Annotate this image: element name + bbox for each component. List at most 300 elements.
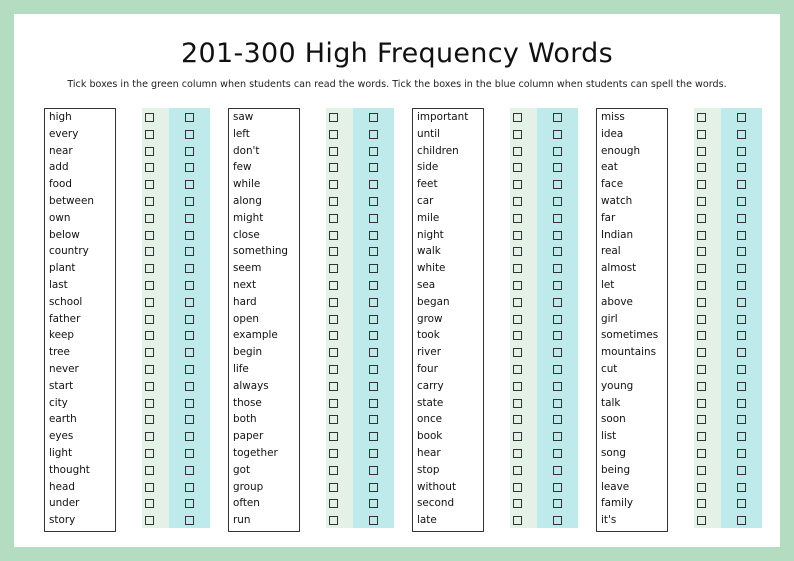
word-label: high <box>49 111 72 123</box>
word-label: talk <box>601 396 621 409</box>
word-label: between <box>49 195 94 207</box>
word-label: river <box>417 346 441 359</box>
word-label: story <box>49 514 76 527</box>
read-checkbox[interactable] <box>145 180 154 189</box>
word-label: four <box>417 363 438 375</box>
word-label: don't <box>233 144 260 157</box>
word-label: close <box>233 228 260 241</box>
read-checkbox[interactable] <box>145 483 154 492</box>
word-label: run <box>233 514 251 527</box>
spell-checkbox[interactable] <box>553 113 562 122</box>
word-label: paper <box>233 430 264 443</box>
word-label: food <box>49 178 72 191</box>
read-checkbox[interactable] <box>145 163 154 172</box>
word-label: might <box>233 211 264 224</box>
word-label: keep <box>49 329 75 342</box>
spell-checkbox[interactable] <box>553 130 562 139</box>
read-checkbox[interactable] <box>697 483 706 492</box>
read-checkbox[interactable] <box>329 231 338 240</box>
spell-checkbox[interactable] <box>737 130 746 139</box>
spell-checkbox[interactable] <box>553 449 562 458</box>
word-label: sea <box>417 279 436 291</box>
spell-checkbox[interactable] <box>369 516 378 525</box>
word-label: always <box>233 379 269 392</box>
spell-checkbox[interactable] <box>737 231 746 240</box>
read-checkbox[interactable] <box>329 281 338 290</box>
word-label: both <box>233 413 257 426</box>
read-checkbox[interactable] <box>329 382 338 391</box>
word-label: young <box>601 379 634 392</box>
spell-checkbox[interactable] <box>553 382 562 391</box>
spell-checkbox[interactable] <box>185 483 194 492</box>
read-checkbox[interactable] <box>513 281 522 290</box>
word-label: along <box>233 195 262 207</box>
spell-checkbox[interactable] <box>737 483 746 492</box>
word-label: began <box>417 295 450 308</box>
read-checkbox[interactable] <box>697 382 706 391</box>
read-checkbox[interactable] <box>697 163 706 172</box>
spell-checkbox[interactable] <box>553 483 562 492</box>
spell-checkbox[interactable] <box>369 281 378 290</box>
read-checkbox[interactable] <box>513 298 522 307</box>
read-checkbox[interactable] <box>697 231 706 240</box>
word-label: life <box>233 363 249 375</box>
word-label: miss <box>601 111 625 123</box>
word-label: hard <box>233 295 257 308</box>
spell-checkbox[interactable] <box>737 147 746 156</box>
word-label: never <box>49 363 79 375</box>
read-checkbox[interactable] <box>329 180 338 189</box>
spell-checkbox[interactable] <box>185 415 194 424</box>
word-label: next <box>233 279 257 291</box>
word-label: example <box>233 329 278 342</box>
read-checkbox[interactable] <box>513 130 522 139</box>
word-label: late <box>417 514 437 527</box>
word-label: soon <box>601 413 626 426</box>
read-checkbox[interactable] <box>329 483 338 492</box>
spell-checkbox[interactable] <box>737 432 746 441</box>
read-checkbox[interactable] <box>145 365 154 374</box>
word-label: below <box>49 228 80 241</box>
read-checkbox[interactable] <box>697 113 706 122</box>
read-checkbox[interactable] <box>329 449 338 458</box>
read-checkbox[interactable] <box>697 315 706 324</box>
word-label: night <box>417 228 444 241</box>
read-checkbox[interactable] <box>513 432 522 441</box>
spell-checkbox[interactable] <box>185 449 194 458</box>
spell-checkbox[interactable] <box>737 365 746 374</box>
read-checkbox[interactable] <box>145 415 154 424</box>
spell-checkbox[interactable] <box>553 281 562 290</box>
word-label: once <box>417 413 443 426</box>
spell-checkbox[interactable] <box>369 163 378 172</box>
spell-checkbox[interactable] <box>553 365 562 374</box>
spell-checkbox[interactable] <box>185 281 194 290</box>
spell-checkbox[interactable] <box>369 180 378 189</box>
word-label: it's <box>601 514 617 527</box>
spell-checkbox[interactable] <box>185 214 194 223</box>
spell-checkbox[interactable] <box>737 180 746 189</box>
word-label: head <box>49 480 75 493</box>
read-checkbox[interactable] <box>513 247 522 256</box>
read-checkbox[interactable] <box>697 449 706 458</box>
spell-checkbox[interactable] <box>737 466 746 475</box>
spell-checkbox[interactable] <box>553 180 562 189</box>
read-checkbox[interactable] <box>513 315 522 324</box>
word-label: watch <box>601 195 633 207</box>
spell-checkbox[interactable] <box>553 415 562 424</box>
read-checkbox[interactable] <box>329 499 338 508</box>
read-checkbox[interactable] <box>697 264 706 273</box>
word-label: hear <box>417 447 441 459</box>
read-checkbox[interactable] <box>329 197 338 206</box>
word-label: almost <box>601 262 637 275</box>
read-checkbox[interactable] <box>145 399 154 408</box>
spell-checkbox[interactable] <box>553 197 562 206</box>
word-label: add <box>49 161 69 174</box>
spell-checkbox[interactable] <box>369 499 378 508</box>
word-label: took <box>417 329 440 342</box>
spell-checkbox[interactable] <box>737 247 746 256</box>
read-checkbox[interactable] <box>329 348 338 357</box>
spell-checkbox[interactable] <box>185 331 194 340</box>
spell-checkbox[interactable] <box>553 499 562 508</box>
spell-checkbox[interactable] <box>369 365 378 374</box>
word-label: school <box>49 295 83 308</box>
word-label: country <box>49 245 89 258</box>
word-label: under <box>49 497 80 510</box>
word-label: above <box>601 295 633 308</box>
read-checkbox[interactable] <box>513 348 522 357</box>
spell-checkbox[interactable] <box>185 180 194 189</box>
spell-checkbox[interactable] <box>737 399 746 408</box>
read-checkbox[interactable] <box>329 331 338 340</box>
read-checkbox[interactable] <box>145 348 154 357</box>
read-checkbox[interactable] <box>145 516 154 525</box>
word-label: walk <box>417 245 441 258</box>
spell-checkbox[interactable] <box>185 113 194 122</box>
page-title: 201-300 High Frequency Words <box>181 38 613 69</box>
word-label: eat <box>601 161 618 174</box>
word-label: own <box>49 211 71 224</box>
read-checkbox[interactable] <box>697 399 706 408</box>
word-label: stop <box>417 463 440 476</box>
word-label: Indian <box>601 228 634 241</box>
spell-checkbox[interactable] <box>737 415 746 424</box>
spell-checkbox[interactable] <box>737 281 746 290</box>
spell-checkbox[interactable] <box>369 415 378 424</box>
read-checkbox[interactable] <box>697 432 706 441</box>
spell-checkbox[interactable] <box>737 197 746 206</box>
spell-checkbox[interactable] <box>369 231 378 240</box>
read-checkbox[interactable] <box>329 247 338 256</box>
spell-checkbox[interactable] <box>185 247 194 256</box>
read-checkbox[interactable] <box>513 483 522 492</box>
read-checkbox[interactable] <box>513 113 522 122</box>
spell-checkbox[interactable] <box>369 483 378 492</box>
spell-checkbox[interactable] <box>737 298 746 307</box>
read-checkbox[interactable] <box>145 247 154 256</box>
read-checkbox[interactable] <box>513 264 522 273</box>
spell-checkbox[interactable] <box>737 214 746 223</box>
read-checkbox[interactable] <box>145 130 154 139</box>
read-checkbox[interactable] <box>329 466 338 475</box>
read-checkbox[interactable] <box>697 466 706 475</box>
word-label: idea <box>601 127 624 140</box>
spell-checkbox[interactable] <box>185 365 194 374</box>
word-label: group <box>233 480 264 493</box>
read-checkbox[interactable] <box>329 298 338 307</box>
word-label: those <box>233 396 262 409</box>
spell-checkbox[interactable] <box>369 298 378 307</box>
word-label: carry <box>417 379 444 392</box>
word-label: near <box>49 144 73 157</box>
read-checkbox[interactable] <box>697 415 706 424</box>
spell-checkbox[interactable] <box>553 247 562 256</box>
word-label: list <box>601 430 617 443</box>
read-checkbox[interactable] <box>145 214 154 223</box>
spell-checkbox[interactable] <box>185 147 194 156</box>
read-checkbox[interactable] <box>697 365 706 374</box>
spell-checkbox[interactable] <box>185 197 194 206</box>
word-label: cut <box>601 363 618 375</box>
read-checkbox[interactable] <box>513 449 522 458</box>
word-label: feet <box>417 178 438 191</box>
read-checkbox[interactable] <box>329 113 338 122</box>
spell-checkbox[interactable] <box>553 331 562 340</box>
spell-checkbox[interactable] <box>369 399 378 408</box>
spell-checkbox[interactable] <box>369 432 378 441</box>
read-checkbox[interactable] <box>329 365 338 374</box>
spell-checkbox[interactable] <box>369 264 378 273</box>
spell-checkbox[interactable] <box>553 399 562 408</box>
spell-checkbox[interactable] <box>185 298 194 307</box>
read-checkbox[interactable] <box>145 466 154 475</box>
read-checkbox[interactable] <box>513 516 522 525</box>
read-checkbox[interactable] <box>697 147 706 156</box>
word-label: car <box>417 195 434 207</box>
read-checkbox[interactable] <box>697 214 706 223</box>
spell-checkbox[interactable] <box>369 147 378 156</box>
word-label: important <box>417 111 469 123</box>
read-checkbox[interactable] <box>329 214 338 223</box>
read-checkbox[interactable] <box>329 432 338 441</box>
read-checkbox[interactable] <box>513 399 522 408</box>
word-label: children <box>417 144 459 157</box>
word-label: enough <box>601 144 641 157</box>
read-checkbox[interactable] <box>513 331 522 340</box>
word-label: let <box>601 279 615 291</box>
read-checkbox[interactable] <box>513 163 522 172</box>
read-checkbox[interactable] <box>329 147 338 156</box>
read-checkbox[interactable] <box>329 264 338 273</box>
read-checkbox[interactable] <box>329 399 338 408</box>
read-checkbox[interactable] <box>145 147 154 156</box>
word-label: something <box>233 245 289 258</box>
word-label: begin <box>233 346 263 359</box>
word-label: father <box>49 312 81 325</box>
spell-checkbox[interactable] <box>185 130 194 139</box>
read-checkbox[interactable] <box>145 331 154 340</box>
word-label: light <box>49 447 73 459</box>
spell-checkbox[interactable] <box>553 147 562 156</box>
spell-checkbox[interactable] <box>369 197 378 206</box>
spell-checkbox[interactable] <box>185 499 194 508</box>
word-label: often <box>233 497 260 510</box>
spell-checkbox[interactable] <box>737 264 746 273</box>
read-checkbox[interactable] <box>329 163 338 172</box>
word-label: book <box>417 430 443 443</box>
read-checkbox[interactable] <box>329 130 338 139</box>
read-checkbox[interactable] <box>513 382 522 391</box>
word-label: eyes <box>49 430 74 443</box>
read-checkbox[interactable] <box>145 432 154 441</box>
spell-checkbox[interactable] <box>737 449 746 458</box>
read-checkbox[interactable] <box>145 382 154 391</box>
read-checkbox[interactable] <box>697 499 706 508</box>
spell-checkbox[interactable] <box>185 264 194 273</box>
word-label: plant <box>49 262 76 275</box>
word-label: state <box>417 396 444 409</box>
word-label: seem <box>233 262 262 275</box>
spell-checkbox[interactable] <box>369 449 378 458</box>
read-checkbox[interactable] <box>697 281 706 290</box>
word-label: last <box>49 279 68 291</box>
word-label: got <box>233 463 251 476</box>
read-checkbox[interactable] <box>329 415 338 424</box>
word-label: every <box>49 127 79 140</box>
spell-checkbox[interactable] <box>369 247 378 256</box>
read-checkbox[interactable] <box>513 147 522 156</box>
spell-checkbox[interactable] <box>553 264 562 273</box>
word-label: song <box>601 447 626 459</box>
read-checkbox[interactable] <box>697 331 706 340</box>
read-checkbox[interactable] <box>697 298 706 307</box>
word-label: mile <box>417 211 440 224</box>
spell-checkbox[interactable] <box>553 214 562 223</box>
word-label: sometimes <box>601 329 659 342</box>
spell-checkbox[interactable] <box>369 382 378 391</box>
read-checkbox[interactable] <box>145 231 154 240</box>
spell-checkbox[interactable] <box>369 331 378 340</box>
read-checkbox[interactable] <box>697 516 706 525</box>
read-checkbox[interactable] <box>513 197 522 206</box>
word-label: tree <box>49 346 70 359</box>
read-checkbox[interactable] <box>697 197 706 206</box>
spell-checkbox[interactable] <box>185 516 194 525</box>
read-checkbox[interactable] <box>145 449 154 458</box>
read-checkbox[interactable] <box>513 231 522 240</box>
spell-checkbox[interactable] <box>185 432 194 441</box>
spell-checkbox[interactable] <box>553 315 562 324</box>
spell-checkbox[interactable] <box>185 399 194 408</box>
read-checkbox[interactable] <box>145 264 154 273</box>
spell-checkbox[interactable] <box>737 499 746 508</box>
spell-checkbox[interactable] <box>185 382 194 391</box>
word-label: until <box>417 127 441 140</box>
spell-checkbox[interactable] <box>553 298 562 307</box>
spell-checkbox[interactable] <box>553 466 562 475</box>
word-label: start <box>49 379 74 392</box>
read-checkbox[interactable] <box>697 130 706 139</box>
spell-checkbox[interactable] <box>369 113 378 122</box>
word-label: white <box>417 262 446 275</box>
read-checkbox[interactable] <box>145 113 154 122</box>
word-label: while <box>233 178 261 191</box>
word-label: family <box>601 497 634 510</box>
word-label: real <box>601 245 621 258</box>
word-label: city <box>49 396 68 409</box>
spell-checkbox[interactable] <box>369 315 378 324</box>
spell-checkbox[interactable] <box>737 331 746 340</box>
spell-checkbox[interactable] <box>369 130 378 139</box>
spell-checkbox[interactable] <box>369 348 378 357</box>
word-label: side <box>417 161 439 174</box>
read-checkbox[interactable] <box>697 180 706 189</box>
read-checkbox[interactable] <box>513 365 522 374</box>
word-label: together <box>233 447 278 459</box>
read-checkbox[interactable] <box>145 298 154 307</box>
word-label: thought <box>49 463 90 476</box>
read-checkbox[interactable] <box>513 466 522 475</box>
word-label: face <box>601 178 624 191</box>
spell-checkbox[interactable] <box>737 315 746 324</box>
spell-checkbox[interactable] <box>185 163 194 172</box>
spell-checkbox[interactable] <box>185 466 194 475</box>
word-label: far <box>601 211 616 224</box>
word-label: few <box>233 161 252 174</box>
read-checkbox[interactable] <box>329 315 338 324</box>
spell-checkbox[interactable] <box>369 214 378 223</box>
read-checkbox[interactable] <box>145 197 154 206</box>
read-checkbox[interactable] <box>513 214 522 223</box>
instructions: Tick boxes in the green column when students can read the words. Tick the boxes in the blue column when students can spell the words. <box>67 79 727 90</box>
spell-checkbox[interactable] <box>185 231 194 240</box>
spell-checkbox[interactable] <box>185 348 194 357</box>
read-checkbox[interactable] <box>513 415 522 424</box>
read-checkbox[interactable] <box>513 499 522 508</box>
spell-checkbox[interactable] <box>737 348 746 357</box>
spell-checkbox[interactable] <box>737 382 746 391</box>
spell-checkbox[interactable] <box>185 315 194 324</box>
read-checkbox[interactable] <box>145 281 154 290</box>
word-label: second <box>417 497 455 510</box>
word-label: earth <box>49 413 77 426</box>
word-label: being <box>601 463 631 476</box>
read-checkbox[interactable] <box>513 180 522 189</box>
word-label: grow <box>417 312 443 325</box>
spell-checkbox[interactable] <box>553 348 562 357</box>
spell-checkbox[interactable] <box>553 432 562 441</box>
spell-checkbox[interactable] <box>737 163 746 172</box>
read-checkbox[interactable] <box>329 516 338 525</box>
word-label: without <box>417 480 457 493</box>
read-checkbox[interactable] <box>697 247 706 256</box>
spell-checkbox[interactable] <box>553 163 562 172</box>
spell-checkbox[interactable] <box>369 466 378 475</box>
word-label: left <box>233 127 250 140</box>
word-label: saw <box>233 111 254 123</box>
spell-checkbox[interactable] <box>553 231 562 240</box>
spell-checkbox[interactable] <box>737 113 746 122</box>
word-label: open <box>233 312 259 325</box>
spell-checkbox[interactable] <box>553 516 562 525</box>
read-checkbox[interactable] <box>697 348 706 357</box>
read-checkbox[interactable] <box>145 315 154 324</box>
spell-checkbox[interactable] <box>737 516 746 525</box>
word-label: leave <box>601 480 630 493</box>
read-checkbox[interactable] <box>145 499 154 508</box>
